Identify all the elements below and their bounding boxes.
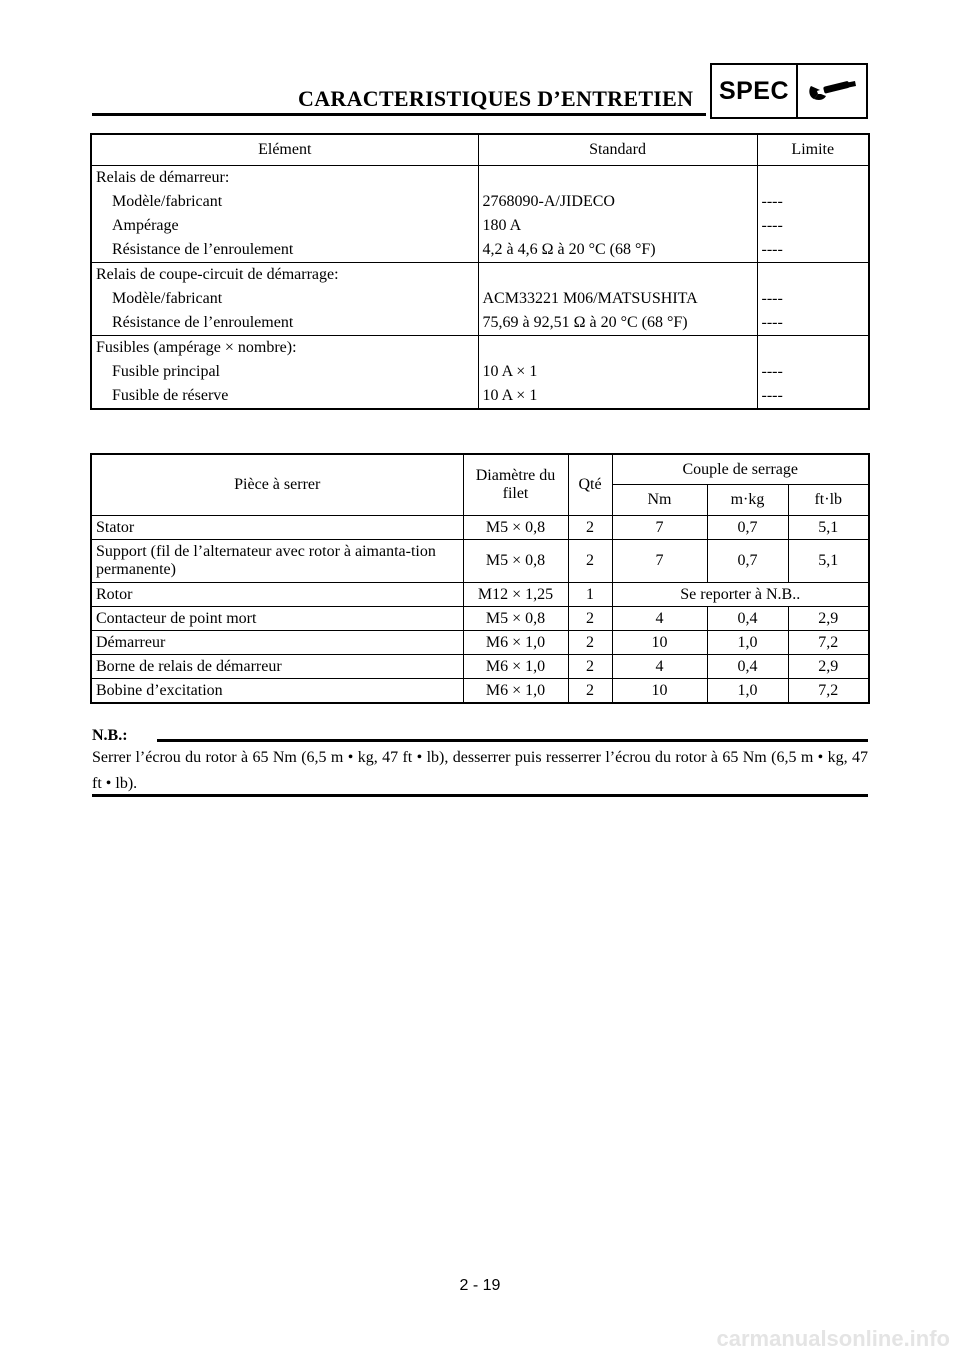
row-qty: 2 <box>568 540 612 583</box>
row-label: Fusible principal <box>91 360 478 384</box>
row-nm: 10 <box>612 631 707 655</box>
row-thread: M6 × 1,0 <box>463 631 568 655</box>
table-row <box>91 360 869 384</box>
row-part: Stator <box>91 516 463 540</box>
row-mkg: 0,4 <box>707 655 788 679</box>
torque-table <box>90 453 870 704</box>
row-standard: 10 A × 1 <box>478 360 757 384</box>
row-standard: 10 A × 1 <box>478 384 757 409</box>
table-row <box>91 214 869 238</box>
col-qty: Qté <box>568 454 612 516</box>
row-mkg: 1,0 <box>707 679 788 704</box>
row-standard: 180 A <box>478 214 757 238</box>
page-title: CARACTERISTIQUES D’ENTRETIEN <box>298 86 694 111</box>
row-qty: 2 <box>568 679 612 704</box>
row-standard: 2768090-A/JIDECO <box>478 190 757 214</box>
row-qty: 2 <box>568 607 612 631</box>
spec-table <box>90 133 870 410</box>
page-number: 2 - 19 <box>459 1277 501 1294</box>
row-mkg: 0,4 <box>707 607 788 631</box>
row-ftlb: 7,2 <box>788 631 869 655</box>
row-thread: M12 × 1,25 <box>463 583 568 607</box>
table-row <box>91 287 869 311</box>
row-label: Modèle/fabricant <box>91 287 478 311</box>
row-ftlb: 2,9 <box>788 655 869 679</box>
row-ftlb: 2,9 <box>788 607 869 631</box>
row-standard: 75,69 à 92,51 Ω à 20 °C (68 °F) <box>478 311 757 336</box>
group-title: Fusibles (ampérage × nombre): <box>91 336 478 361</box>
header-rule <box>92 113 706 116</box>
table-row <box>91 631 869 655</box>
row-label: Modèle/fabricant <box>91 190 478 214</box>
table-row <box>91 540 869 583</box>
note-bottom-rule <box>92 794 868 797</box>
row-thread: M6 × 1,0 <box>463 655 568 679</box>
group-title: Relais de démarreur: <box>91 166 478 191</box>
row-limit: ---- <box>761 217 783 234</box>
group-title-row <box>91 336 869 361</box>
row-part: Démarreur <box>91 631 463 655</box>
row-part: Support (fil de l’alternateur avec rotor à aimanta-tion permanente) <box>91 540 463 583</box>
spec-badge-label: SPEC <box>712 65 798 117</box>
spec-badge <box>710 63 868 119</box>
row-limit: ---- <box>761 193 783 210</box>
row-nm: 7 <box>612 540 707 583</box>
col-standard: Standard <box>478 134 757 166</box>
table-row <box>91 238 869 263</box>
row-mkg: 0,7 <box>707 540 788 583</box>
table-row <box>91 655 869 679</box>
row-ftlb: 5,1 <box>788 516 869 540</box>
unit-nm: Nm <box>612 485 707 516</box>
row-label: Fusible de réserve <box>91 384 478 409</box>
table-row <box>91 384 869 409</box>
col-torque: Couple de serrage <box>612 454 869 485</box>
row-label: Ampérage <box>91 214 478 238</box>
table-row <box>91 190 869 214</box>
col-thread: Diamètre du filet <box>463 454 568 516</box>
col-limit: Limite <box>757 134 869 166</box>
table-row <box>91 679 869 704</box>
row-qty: 2 <box>568 655 612 679</box>
row-ftlb: 5,1 <box>788 540 869 583</box>
row-part: Borne de relais de démarreur <box>91 655 463 679</box>
row-label: Résistance de l’enroulement <box>91 238 478 263</box>
col-part: Pièce à serrer <box>91 454 463 516</box>
row-qty: 2 <box>568 631 612 655</box>
unit-mkg: m·kg <box>707 485 788 516</box>
table-row <box>91 607 869 631</box>
row-thread: M6 × 1,0 <box>463 679 568 704</box>
row-mkg: 0,7 <box>707 516 788 540</box>
row-nm: 10 <box>612 679 707 704</box>
row-thread: M5 × 0,8 <box>463 516 568 540</box>
unit-ftlb: ft·lb <box>788 485 869 516</box>
row-part: Rotor <box>91 583 463 607</box>
torque-table-header <box>91 454 869 485</box>
row-qty: 1 <box>568 583 612 607</box>
spec-table-header <box>91 134 869 166</box>
wrench-icon <box>798 65 866 117</box>
row-nm: 4 <box>612 607 707 631</box>
row-nm: 4 <box>612 655 707 679</box>
col-element: Elément <box>91 134 478 166</box>
row-ftlb: 7,2 <box>788 679 869 704</box>
note-label: N.B.: <box>92 727 128 744</box>
row-standard: ACM33221 M06/MATSUSHITA <box>478 287 757 311</box>
row-thread: M5 × 0,8 <box>463 607 568 631</box>
row-mkg: 1,0 <box>707 631 788 655</box>
group-title-row <box>91 263 869 288</box>
table-row <box>91 583 869 607</box>
note-rule <box>157 739 868 742</box>
row-standard: 4,2 à 4,6 Ω à 20 °C (68 °F) <box>478 238 757 263</box>
row-thread: M5 × 0,8 <box>463 540 568 583</box>
group-title-row <box>91 166 869 191</box>
row-limit: ---- <box>757 311 869 336</box>
row-limit: ---- <box>761 387 783 404</box>
group-title: Relais de coupe-circuit de démarrage: <box>91 263 478 288</box>
table-row <box>91 311 869 336</box>
row-nm: 7 <box>612 516 707 540</box>
row-torque-note: Se reporter à N.B.. <box>612 583 869 607</box>
table-row <box>91 516 869 540</box>
row-limit: ---- <box>761 363 783 380</box>
row-limit: ---- <box>757 238 869 263</box>
watermark: carmanualsonline.info <box>716 1326 950 1351</box>
row-part: Contacteur de point mort <box>91 607 463 631</box>
row-part: Bobine d’excitation <box>91 679 463 704</box>
row-limit: ---- <box>761 290 783 307</box>
note-text: Serrer l’écrou du rotor à 65 Nm (6,5 m • kg, 47 ft • lb), desserrer puis resserrer l’écrou du rotor à 65 Nm (6,5 m • kg, 47 ft • lb). <box>92 749 868 792</box>
row-qty: 2 <box>568 516 612 540</box>
row-label: Résistance de l’enroulement <box>91 311 478 336</box>
